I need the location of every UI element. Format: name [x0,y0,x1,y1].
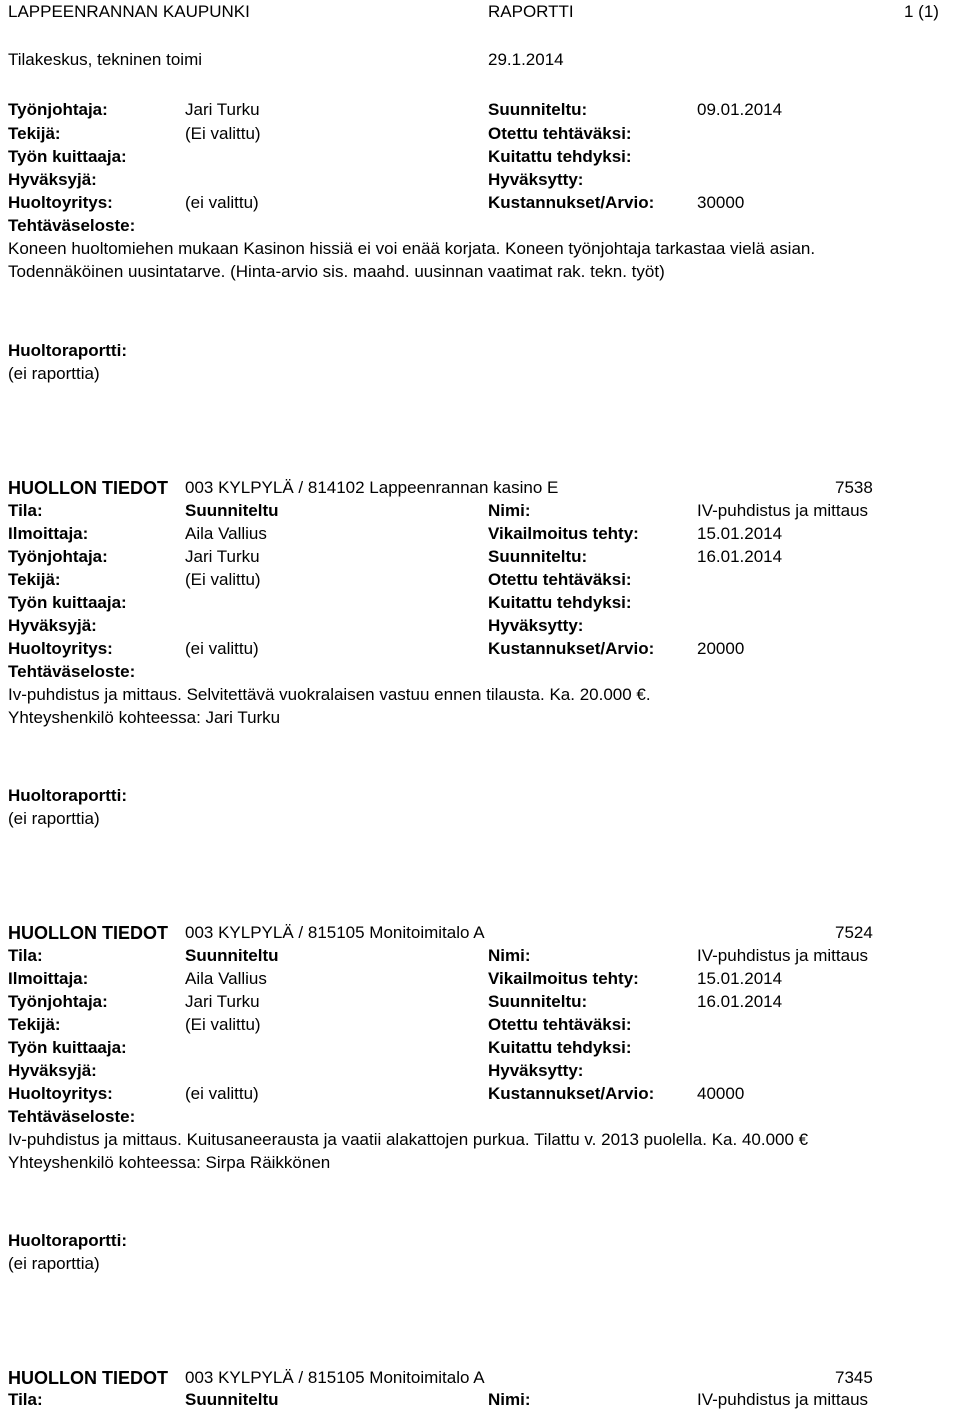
label-hyvaksyja: Hyväksyjä: [8,170,97,189]
description-line-2: Yhteyshenkilö kohteessa: Sirpa Räikkönen [8,1153,331,1172]
record-number: 7538 [835,478,873,497]
value-vikailmoitus: 15.01.2014 [697,969,783,988]
label-huoltoraportti: Huoltoraportti: [8,786,127,805]
organization-name: LAPPEENRANNAN KAUPUNKI [8,2,250,21]
label-kuitattu: Kuitattu tehdyksi: [488,593,632,612]
description-line-1: Iv-puhdistus ja mittaus. Selvitettävä vuokralaisen vastuu ennen tilausta. Ka. 20.000 €. [8,685,651,704]
record-number: 7345 [835,1368,873,1387]
label-kustannukset: Kustannukset/Arvio: [488,1084,655,1103]
label-tehtavaseloste: Tehtäväseloste: [8,1107,136,1126]
value-tyonjohtaja: Jari Turku [185,100,260,119]
label-suunniteltu: Suunniteltu: [488,992,588,1011]
label-huoltoyritys: Huoltoyritys: [8,639,113,658]
value-tekija: (Ei valittu) [185,1015,261,1034]
label-tila: Tila: [8,501,43,520]
label-ilmoittaja: Ilmoittaja: [8,524,89,543]
value-tyonjohtaja: Jari Turku [185,547,260,566]
label-hyvaksyja: Hyväksyjä: [8,1061,97,1080]
value-tekija: (Ei valittu) [185,570,261,589]
value-huoltoyritys: (ei valittu) [185,193,259,212]
label-nimi: Nimi: [488,1390,531,1409]
report-title: RAPORTTI [488,2,574,21]
value-ilmoittaja: Aila Vallius [185,969,267,988]
label-vikailmoitus: Vikailmoitus tehty: [488,524,639,543]
value-tekija: (Ei valittu) [185,124,261,143]
label-tekija: Tekijä: [8,570,61,589]
label-huoltoyritys: Huoltoyritys: [8,193,113,212]
value-tila: Suunniteltu [185,946,279,965]
label-kuitattu: Kuitattu tehdyksi: [488,1038,632,1057]
label-otettu: Otettu tehtäväksi: [488,1015,632,1034]
section-heading: HUOLLON TIEDOT [8,923,168,943]
value-kustannukset: 40000 [697,1084,745,1103]
value-huoltoraportti: (ei raporttia) [8,809,100,828]
label-hyvaksytty: Hyväksytty: [488,616,584,635]
record-number: 7524 [835,923,873,942]
label-kuittaaja: Työn kuittaaja: [8,147,127,166]
value-kustannukset: 30000 [697,193,745,212]
section-heading: HUOLLON TIEDOT [8,1368,168,1388]
description-line-1: Iv-puhdistus ja mittaus. Kuitusaneerausta ja vaatii alakattojen purkua. Tilattu v. 2013 puolella. Ka. 40.000 € [8,1130,809,1149]
label-nimi: Nimi: [488,501,531,520]
label-suunniteltu: Suunniteltu: [488,547,588,566]
label-tila: Tila: [8,1390,43,1409]
section-heading: HUOLLON TIEDOT [8,478,168,498]
label-tyonjohtaja: Työnjohtaja: [8,992,108,1011]
value-suunniteltu: 16.01.2014 [697,547,783,566]
label-tila: Tila: [8,946,43,965]
description-line-2: Yhteyshenkilö kohteessa: Jari Turku [8,708,281,727]
record-kohde: 003 KYLPYLÄ / 815105 Monitoimitalo A [185,1368,485,1387]
value-nimi: IV-puhdistus ja mittaus [697,1390,869,1409]
record-kohde: 003 KYLPYLÄ / 814102 Lappeenrannan kasino E [185,478,559,497]
label-kustannukset: Kustannukset/Arvio: [488,639,655,658]
label-vikailmoitus: Vikailmoitus tehty: [488,969,639,988]
label-otettu: Otettu tehtäväksi: [488,570,632,589]
page-number: 1 (1) [904,2,939,21]
value-tila: Suunniteltu [185,1390,279,1409]
value-tyonjohtaja: Jari Turku [185,992,260,1011]
value-ilmoittaja: Aila Vallius [185,524,267,543]
label-hyvaksyja: Hyväksyjä: [8,616,97,635]
label-tehtavaseloste: Tehtäväseloste: [8,216,136,235]
record-kohde: 003 KYLPYLÄ / 815105 Monitoimitalo A [185,923,485,942]
value-huoltoraportti: (ei raporttia) [8,1254,100,1273]
label-huoltoraportti: Huoltoraportti: [8,1231,127,1250]
value-tila: Suunniteltu [185,501,279,520]
label-tekija: Tekijä: [8,1015,61,1034]
label-ilmoittaja: Ilmoittaja: [8,969,89,988]
label-hyvaksytty: Hyväksytty: [488,170,584,189]
value-nimi: IV-puhdistus ja mittaus [697,946,869,965]
label-tehtavaseloste: Tehtäväseloste: [8,662,136,681]
value-vikailmoitus: 15.01.2014 [697,524,783,543]
label-hyvaksytty: Hyväksytty: [488,1061,584,1080]
label-kuittaaja: Työn kuittaaja: [8,1038,127,1057]
value-huoltoyritys: (ei valittu) [185,1084,259,1103]
department-name: Tilakeskus, tekninen toimi [8,50,203,69]
value-suunniteltu: 09.01.2014 [697,100,783,119]
label-kustannukset: Kustannukset/Arvio: [488,193,655,212]
value-huoltoyritys: (ei valittu) [185,639,259,658]
label-suunniteltu: Suunniteltu: [488,100,588,119]
value-kustannukset: 20000 [697,639,745,658]
description-line-1: Koneen huoltomiehen mukaan Kasinon hissiä ei voi enää korjata. Koneen työnjohtaja tarkastaa vielä asian. [8,239,816,258]
label-tekija: Tekijä: [8,124,61,143]
label-nimi: Nimi: [488,946,531,965]
label-huoltoraportti: Huoltoraportti: [8,341,127,360]
label-huoltoyritys: Huoltoyritys: [8,1084,113,1103]
label-tyonjohtaja: Työnjohtaja: [8,100,108,119]
value-nimi: IV-puhdistus ja mittaus [697,501,869,520]
label-kuittaaja: Työn kuittaaja: [8,593,127,612]
report-date: 29.1.2014 [488,50,564,69]
value-huoltoraportti: (ei raporttia) [8,364,100,383]
label-kuitattu: Kuitattu tehdyksi: [488,147,632,166]
label-tyonjohtaja: Työnjohtaja: [8,547,108,566]
description-line-2: Todennäköinen uusintatarve. (Hinta-arvio sis. maahd. uusinnan vaatimat rak. tekn. työt) [8,262,665,281]
label-otettu: Otettu tehtäväksi: [488,124,632,143]
value-suunniteltu: 16.01.2014 [697,992,783,1011]
